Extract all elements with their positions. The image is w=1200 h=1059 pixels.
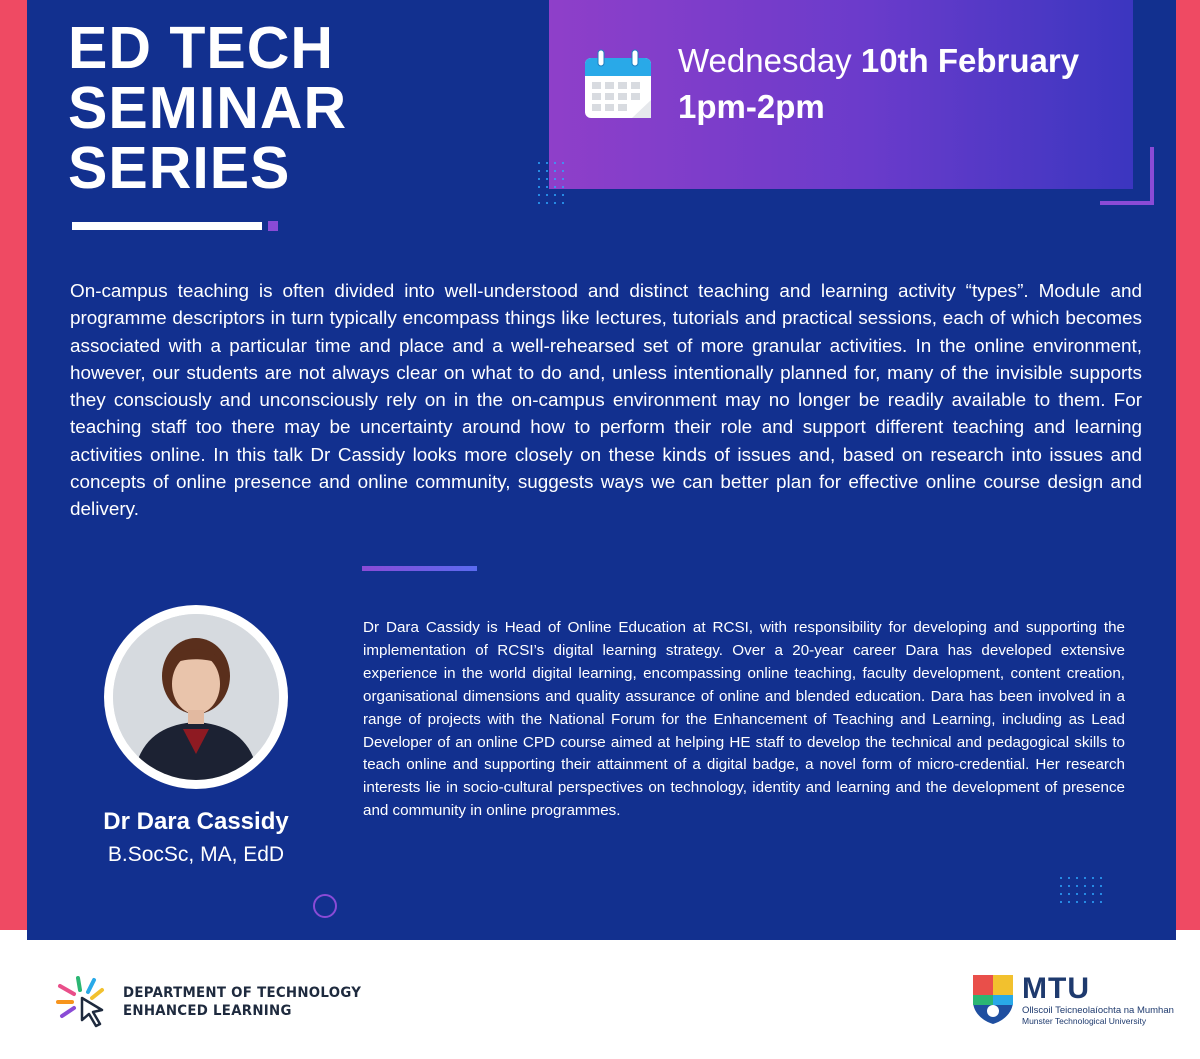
seminar-abstract: On-campus teaching is often divided into well-understood and distinct teaching and learning activity “types”. Module and programme descriptors in turn typically encompass things like lectures, tutorials and practical sessions, each of which becomes associated with a particular time and place and a well-rehearsed set of more granular activities. In the online environment, however, our students are not always clear on what to do and, unless intentionally planned for, many of the invisible supports they consciously and unconsciously rely on in the on-campus environment may no longer be readily available to them. For teaching staff too there may be uncertainty around how to perform their role and support different teaching and learning activities online. In this talk Dr Cassidy looks more closely on these kinds of issues and, based on research into issues and concepts of online presence and online community, suggests ways we can better plan for effective online course design and delivery.	[70, 281, 1142, 521]
mtu-crest-icon	[971, 973, 1015, 1025]
decorative-dot-grid-bottom	[1060, 877, 1102, 903]
speaker-credentials: B.SocSc, MA, EdD	[107, 843, 285, 866]
date-box-corner-vertical	[1150, 147, 1154, 205]
mtu-irish-name: Ollscoil Teicneolaíochta na Mumhan	[1022, 1005, 1174, 1016]
speaker-photo	[113, 614, 279, 780]
event-date	[678, 42, 1079, 80]
dept-name-line-2: ENHANCED LEARNING	[123, 1003, 292, 1019]
event-date-value: 10th February	[860, 42, 1080, 79]
date-box-corner-horizontal	[1100, 201, 1154, 205]
event-time: 1pm-2pm	[678, 88, 825, 125]
speaker-bio: Dr Dara Cassidy is Head of Online Education at RCSI, with responsibility for developing and supporting the implementation of RCSI’s digital learning strategy. Over a 20-year career Dara has developed extensive experience in the world digital learning, encompassing online teaching, faculty development, content creation, organisational dimensions and quality assurance of online and blended education. Dara has been involved in a range of projects with the National Forum for the Enhancement of Teaching and Learning, including as Lead Developer of an online CPD course aimed at helping HE staff to develop the technical and pedagogical skills to teach online and supporting their attainment of a digital badge, a novel form of micro-credential. Her research interests lie in socio-cultural perspectives on technology, identity and learning and the development of presence and community in online programmes.	[363, 619, 1125, 820]
mtu-wordmark: MTU	[1022, 972, 1090, 1005]
title-accent-square	[268, 221, 278, 231]
section-divider	[362, 566, 477, 571]
right-accent-stripe	[1176, 0, 1200, 930]
speaker-name: Dr Dara Cassidy	[103, 808, 289, 835]
seminar-title	[68, 15, 348, 201]
decorative-circle	[313, 894, 337, 918]
calendar-icon	[582, 48, 656, 124]
dept-name	[123, 984, 361, 1020]
speaker-portrait-icon	[113, 614, 279, 780]
dept-logo-icon	[56, 976, 112, 1028]
title-line-2: SEMINAR	[68, 75, 348, 141]
event-day: Wednesday	[678, 42, 852, 79]
mtu-english-name: Munster Technological University	[1022, 1016, 1147, 1026]
dept-name-line-1: DEPARTMENT OF TECHNOLOGY	[123, 985, 362, 1001]
decorative-dot-grid-top	[538, 162, 564, 204]
title-line-3: SERIES	[68, 135, 291, 201]
title-line-1: ED TECH	[68, 15, 334, 81]
title-underline	[72, 222, 262, 230]
left-accent-stripe	[0, 0, 27, 930]
